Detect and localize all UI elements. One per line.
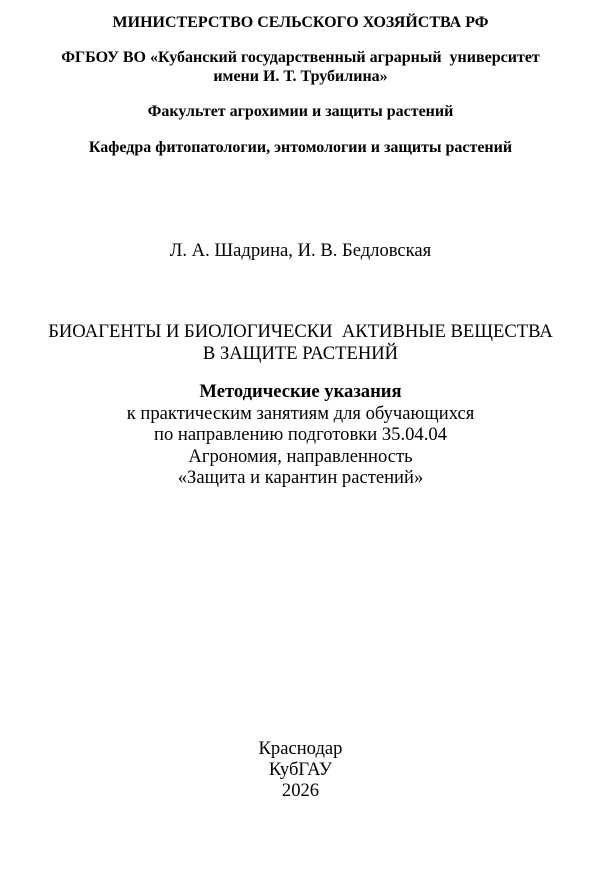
document-title-line-1: БИОАГЕНТЫ И БИОЛОГИЧЕСКИ АКТИВНЫЕ ВЕЩЕСТВА [48, 321, 553, 342]
ministry-line: МИНИСТЕРСТВО СЕЛЬСКОГО ХОЗЯЙСТВА РФ [112, 14, 489, 31]
university-name-line-2: имени И. Т. Трубилина» [213, 68, 388, 85]
faculty-line: Факультет агрохимии и защиты растений [147, 103, 454, 120]
imprint-publisher: КубГАУ [268, 759, 333, 780]
faculty-name [0, 102, 601, 121]
department-name [0, 138, 601, 157]
imprint-year: 2026 [281, 780, 320, 801]
university-name [0, 48, 601, 86]
department-line: Кафедра фитопатологии, энтомологии и защиты растений [88, 139, 513, 156]
subtitle-block [0, 381, 601, 489]
imprint-city: Краснодар [258, 738, 343, 759]
subtitle-line-2: по направлению подготовки 35.04.04 [154, 424, 447, 445]
document-title [0, 321, 601, 364]
authors-line: Л. А. Шадрина, И. В. Бедловская [169, 240, 432, 261]
subtitle-line-4: «Защита и карантин растений» [177, 467, 424, 488]
subtitle-heading: Методические указания [199, 381, 402, 402]
subtitle-line-1: к практическим занятиям для обучающихся [126, 402, 475, 424]
imprint-block [0, 738, 601, 801]
authors [0, 240, 601, 262]
university-name-line-1: ФГБОУ ВО «Кубанский государственный аграрный университет [61, 49, 540, 66]
document-title-line-2: В ЗАЩИТЕ РАСТЕНИЙ [202, 342, 399, 364]
ministry-heading [0, 13, 601, 32]
subtitle-line-3: Агрономия, направленность [188, 445, 413, 467]
